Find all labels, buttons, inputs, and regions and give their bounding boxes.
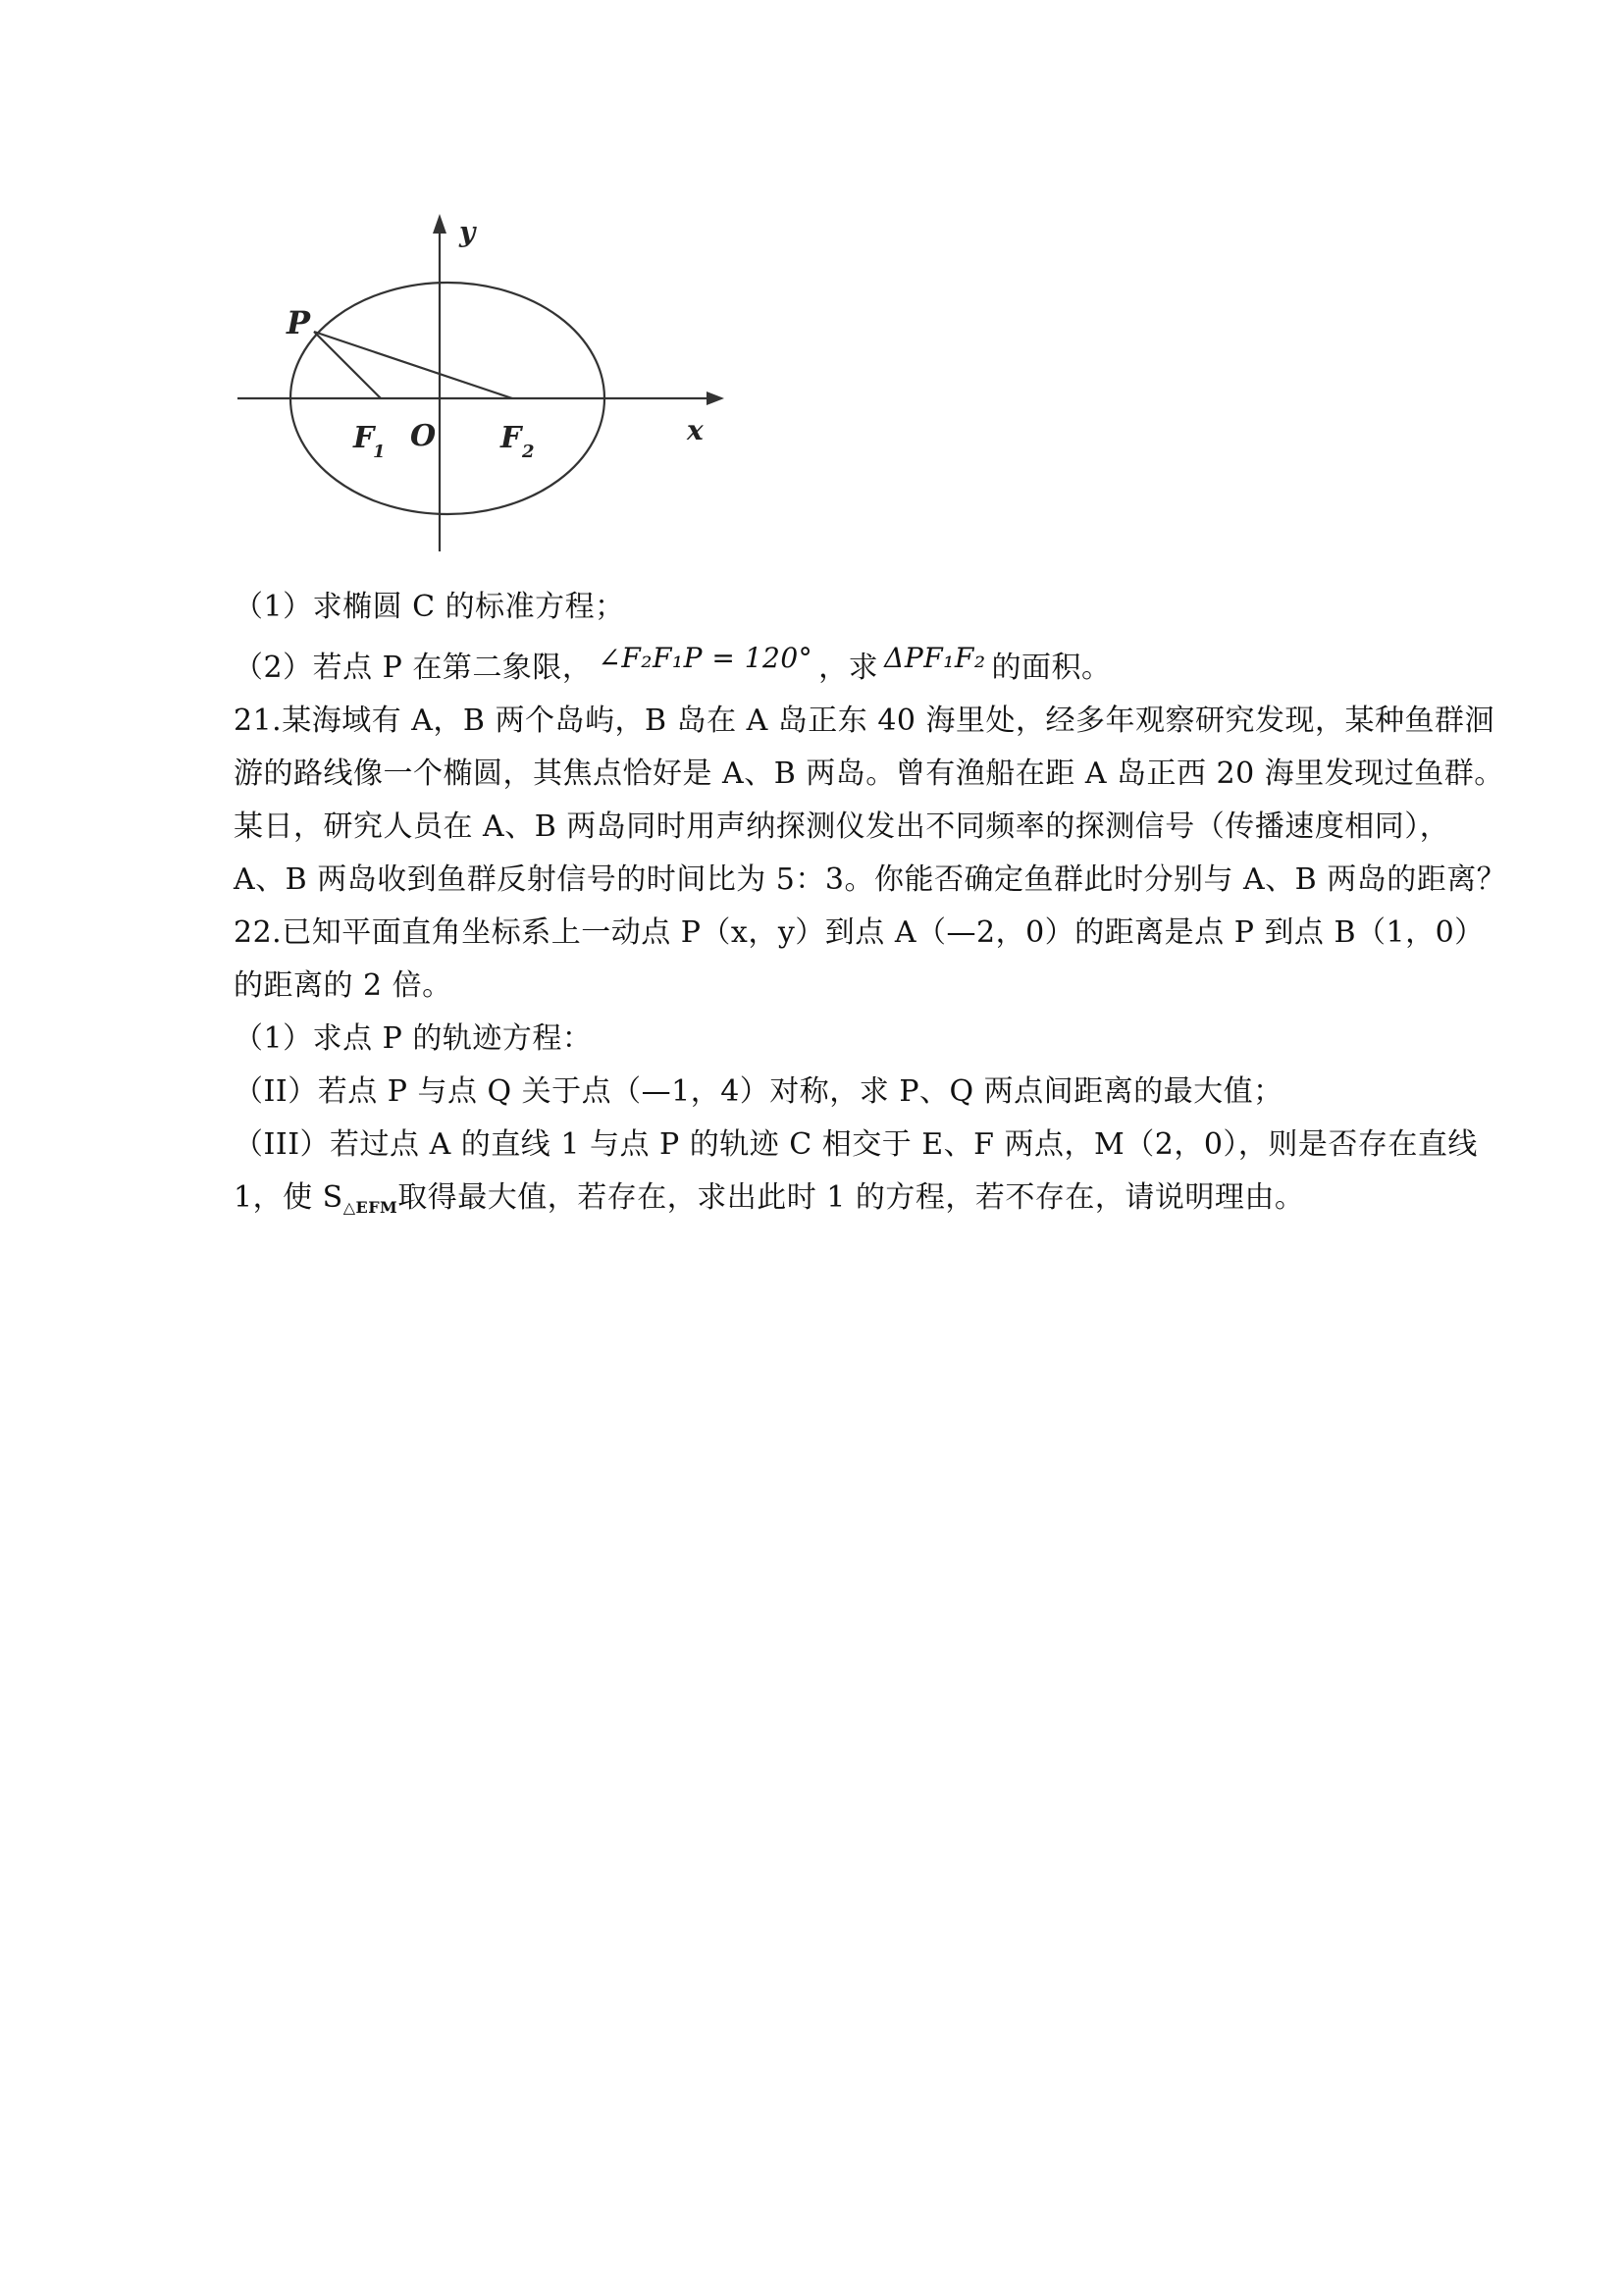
ellipse-figure xyxy=(226,206,736,569)
problem20-part2-pre: （2）若点 P 在第二象限， xyxy=(234,651,593,685)
problem20-part2 xyxy=(234,642,1411,695)
focus2-label: F xyxy=(500,421,522,455)
problem20-part1: （1）求椭圆 C 的标准方程； xyxy=(234,590,625,624)
problem20-part2-mid: ，求 xyxy=(818,651,879,685)
problem21-line4: A、B 两岛收到鱼群反射信号的时间比为 5：3。你能否确定鱼群此时分别与 A、B 两岛的距离？ xyxy=(234,862,1507,897)
problem21-line1: 21.某海域有 A，B 两个岛屿，B 岛在 A 岛正东 40 海里处，经多年观察研究发现，某种鱼群洄 xyxy=(234,704,1495,738)
x-axis-label: x xyxy=(687,414,704,446)
problem21-line3: 某日，研究人员在 A、B 两岛同时用声纳探测仪发出不同频率的探测信号（传播速度相同）， xyxy=(234,809,1450,844)
angle-expression: ∠F₂F₁P = 120° xyxy=(598,642,813,674)
problem22-part1: （1）求点 P 的轨迹方程： xyxy=(234,1021,593,1056)
point-p-label: P xyxy=(287,304,311,341)
focus1-subscript: 1 xyxy=(373,442,386,462)
ellipse-diagram xyxy=(226,206,736,569)
problem22-part2: （II）若点 P 与点 Q 关于点（—1，4）对称，求 P、Q 两点间距离的最大值； xyxy=(234,1074,1283,1109)
x-axis-arrow-icon xyxy=(707,391,724,405)
origin-label: O xyxy=(410,419,437,453)
problem22-part3-line2 xyxy=(234,1172,1411,1225)
problem20-part2-post: 的面积。 xyxy=(991,651,1112,685)
part3-line2-post: 取得最大值，若存在，求出此时 1 的方程，若不存在，请说明理由。 xyxy=(397,1180,1305,1215)
segment-pf1 xyxy=(314,332,381,398)
problem22-part3-line1: （III）若过点 A 的直线 1 与点 P 的轨迹 C 相交于 E、F 两点，M（2，0），则是否存在直线 xyxy=(234,1127,1478,1162)
problem-text xyxy=(234,581,1507,1225)
triangle-expression: ΔPF₁F₂ xyxy=(884,642,986,674)
part3-line2-pre: 1，使 S xyxy=(234,1180,343,1215)
problem21-line2: 游的路线像一个椭圆，其焦点恰好是 A、B 两岛。曾有渔船在距 A 岛正西 20 海里发现过鱼群。 xyxy=(234,757,1504,791)
triangle-efm-subscript: △EFM xyxy=(342,1198,398,1217)
focus2-subscript: 2 xyxy=(522,442,535,462)
y-axis-label: y xyxy=(459,216,476,248)
y-axis-arrow-icon xyxy=(433,214,446,234)
problem22-line2: 的距离的 2 倍。 xyxy=(234,968,452,1003)
focus1-label: F xyxy=(353,421,375,455)
problem22-line1: 22.已知平面直角坐标系上一动点 P（x，y）到点 A（—2，0）的距离是点 P 到点 B（1，0） xyxy=(234,915,1485,950)
segment-pf2 xyxy=(314,332,512,398)
